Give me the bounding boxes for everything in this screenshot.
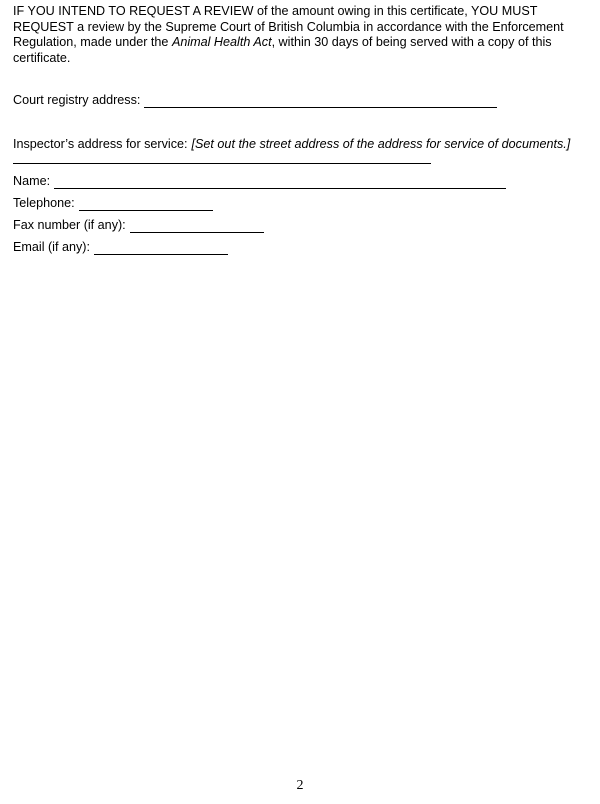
- review-notice-text-1: IF YOU INTEND TO REQUEST A REVIEW of the amount owing in this certificate, YOU MUST REQUEST a review by the Supreme Court of British Columbia in accordance with the Enforcement Regulation, made under the: [13, 4, 564, 49]
- court-registry-label: Court registry address:: [13, 93, 141, 107]
- act-name: Animal Health Act: [171, 35, 272, 49]
- court-registry-blank[interactable]: [144, 95, 497, 108]
- inspector-address-blank[interactable]: [13, 163, 431, 164]
- email-label: Email (if any):: [13, 240, 90, 254]
- name-label: Name:: [13, 174, 51, 188]
- fax-label: Fax number (if any):: [13, 218, 126, 232]
- page-number: 2: [296, 778, 304, 793]
- inspector-address-row: [13, 136, 570, 152]
- telephone-label: Telephone:: [13, 196, 75, 210]
- inspector-address-instruction: [Set out the street address of the address for service of documents.]: [191, 137, 571, 151]
- email-blank[interactable]: [94, 242, 228, 255]
- review-notice-text-2: , within 30 days of being served with a copy of this certificate.: [13, 35, 552, 65]
- court-registry-row: [13, 92, 497, 108]
- telephone-row: [13, 195, 213, 211]
- review-notice: [13, 4, 588, 66]
- name-blank[interactable]: [54, 176, 506, 189]
- fax-row: [13, 217, 264, 233]
- telephone-blank[interactable]: [79, 198, 213, 211]
- inspector-address-label: Inspector’s address for service:: [13, 137, 188, 151]
- email-row: [13, 239, 228, 255]
- fax-blank[interactable]: [130, 220, 264, 233]
- name-row: [13, 173, 506, 189]
